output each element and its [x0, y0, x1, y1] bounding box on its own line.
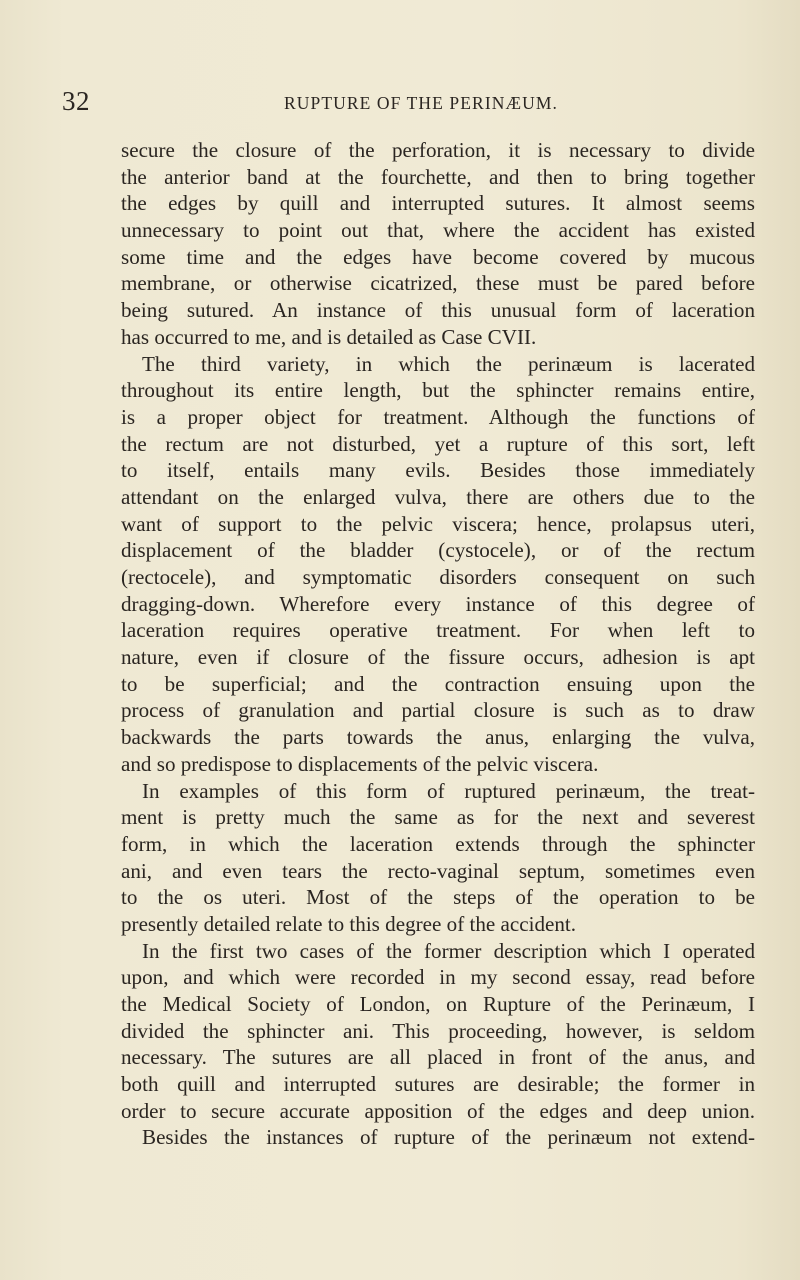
text-line: (rectocele), and symptomatic disorders consequent on such	[121, 565, 755, 589]
text-line: necessary. The sutures are all placed in front of the anus, and	[121, 1045, 755, 1070]
text-line: membrane, or otherwise cicatrized, these must be pared before	[121, 271, 755, 296]
text-line: throughout its entire length, but the sphincter remains entire,	[121, 378, 755, 403]
text-line: laceration requires operative treatment. For when left to	[121, 618, 755, 643]
text-line: ment is pretty much the same as for the next and severest	[121, 805, 755, 830]
text-line: In examples of this form of ruptured perinæum, the treat-	[142, 778, 755, 803]
text-line: unnecessary to point out that, where the accident has existed	[121, 218, 755, 243]
page-header	[62, 86, 752, 126]
text-line: the Medical Society of London, on Rupture of the Perinæum, I	[121, 992, 755, 1016]
text-line: being sutured. An instance of this unusual form of laceration	[121, 298, 755, 323]
body-text	[121, 137, 755, 1151]
text-line: and so predispose to displacements of the pelvic viscera.	[121, 751, 599, 776]
text-line: nature, even if closure of the fissure occurs, adhesion is apt	[121, 645, 755, 670]
running-head: RUPTURE OF THE PERINÆUM.	[284, 93, 559, 113]
text-line: the edges by quill and interrupted sutures. It almost seems	[121, 191, 755, 216]
text-line: divided the sphincter ani. This proceeding, however, is seldom	[121, 1018, 755, 1043]
text-line: dragging-down. Wherefore every instance of this degree of	[121, 591, 755, 616]
text-line: want of support to the pelvic viscera; hence, prolapsus uteri,	[121, 511, 755, 536]
text-line: secure the closure of the perforation, it is necessary to divide	[121, 138, 755, 162]
text-line: both quill and interrupted sutures are desirable; the former in	[121, 1072, 755, 1097]
text-line: is a proper object for treatment. Although the functions of	[121, 404, 755, 429]
text-line: upon, and which were recorded in my second essay, read before	[121, 965, 755, 990]
text-line: ani, and even tears the recto-vaginal septum, sometimes even	[121, 858, 755, 883]
text-line: process of granulation and partial closure is such as to draw	[121, 698, 755, 723]
text-line: The third variety, in which the perinæum is lacerated	[142, 351, 755, 376]
text-line: backwards the parts towards the anus, enlarging the vulva,	[121, 725, 755, 750]
text-line: to itself, entails many evils. Besides those immediately	[121, 458, 755, 483]
text-line: form, in which the laceration extends through the sphincter	[121, 831, 755, 856]
text-line: In the first two cases of the former description which I operated	[142, 938, 755, 963]
text-line: to the os uteri. Most of the steps of the operation to be	[121, 885, 755, 910]
text-line: the rectum are not disturbed, yet a rupture of this sort, left	[121, 431, 755, 456]
text-line: the anterior band at the fourchette, and then to bring together	[121, 164, 755, 189]
text-line: to be superficial; and the contraction ensuing upon the	[121, 671, 755, 696]
text-line: displacement of the bladder (cystocele), or of the rectum	[121, 538, 755, 563]
text-line: attendant on the enlarged vulva, there are others due to the	[121, 484, 755, 509]
page-number: 32	[62, 86, 90, 116]
text-line: order to secure accurate apposition of the edges and deep union.	[121, 1098, 755, 1123]
text-line: presently detailed relate to this degree of the accident.	[121, 911, 577, 936]
text-line: Besides the instances of rupture of the perinæum not extend-	[142, 1125, 755, 1150]
text-line: has occurred to me, and is detailed as Case CVII.	[121, 324, 537, 349]
text-line: some time and the edges have become covered by mucous	[121, 244, 755, 269]
